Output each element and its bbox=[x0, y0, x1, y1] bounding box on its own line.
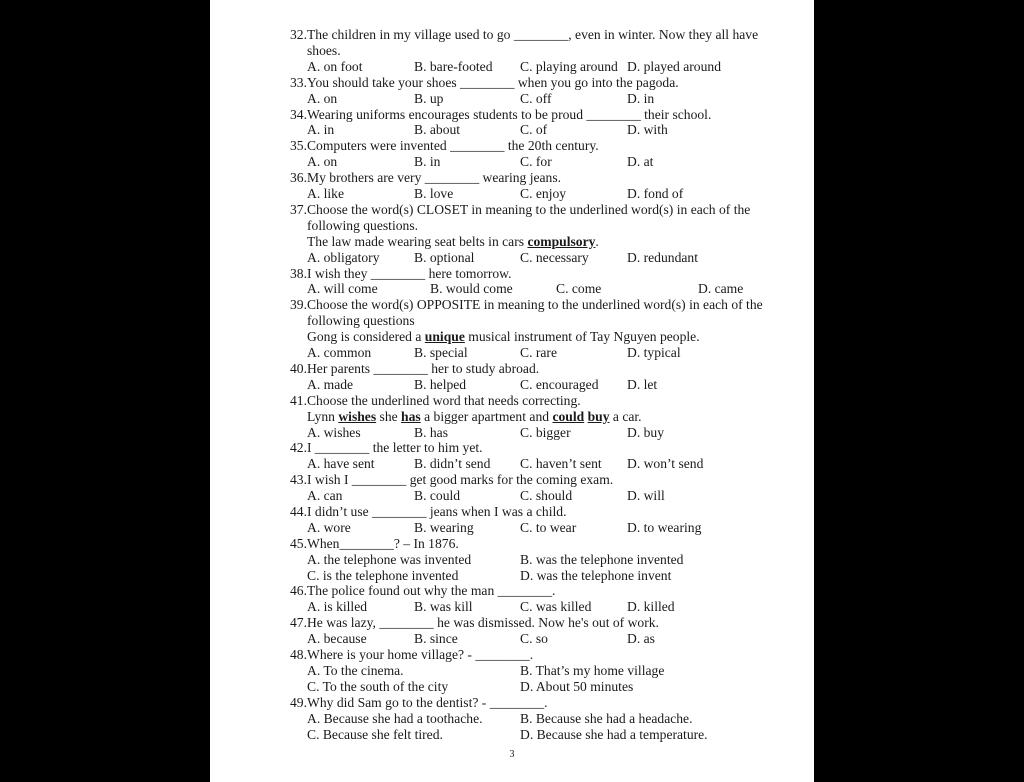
options-row bbox=[290, 91, 800, 107]
option-b: B. was the telephone invented bbox=[520, 551, 684, 567]
options-row bbox=[290, 456, 800, 472]
option-a: A. wore bbox=[307, 519, 351, 535]
option-b: B. wearing bbox=[414, 519, 474, 535]
option-c: C. so bbox=[520, 631, 548, 647]
question-text: 32.The children in my village used to go ________, even in winter. Now they all have bbox=[290, 27, 759, 42]
question-36 bbox=[290, 170, 800, 202]
question-text: 46.The police found out why the man ________. bbox=[290, 583, 556, 599]
question-text-continued: following questions bbox=[307, 313, 415, 329]
option-c: C. necessary bbox=[520, 249, 589, 265]
option-c: C. to wear bbox=[520, 519, 577, 535]
options-row bbox=[290, 122, 800, 138]
options-row bbox=[290, 250, 800, 266]
document-page bbox=[210, 0, 814, 782]
options-row bbox=[290, 711, 800, 727]
option-a: A. Because she had a toothache. bbox=[307, 710, 483, 726]
option-a: A. in bbox=[307, 122, 335, 138]
option-d: D. redundant bbox=[627, 249, 698, 265]
question-text: 42.I ________ the letter to him yet. bbox=[290, 440, 483, 456]
options-row bbox=[290, 568, 800, 584]
option-b: B. optional bbox=[414, 249, 475, 265]
question-list bbox=[290, 27, 800, 742]
sentence-part: she bbox=[376, 408, 402, 424]
underlined-word: unique bbox=[424, 329, 465, 345]
option-d: D. buy bbox=[627, 424, 665, 440]
option-a: A. common bbox=[307, 345, 372, 361]
option-a: A. on bbox=[307, 90, 338, 106]
option-c: C. should bbox=[520, 488, 573, 504]
sentence-part: The law made wearing seat belts in cars bbox=[307, 233, 528, 249]
option-c: C. Because she felt tired. bbox=[307, 726, 443, 742]
options-row bbox=[290, 59, 800, 75]
sentence-part: musical instrument of Tay Nguyen people. bbox=[464, 329, 700, 345]
option-b: B. was kill bbox=[414, 599, 473, 615]
option-a: A. To the cinema. bbox=[307, 662, 404, 678]
question-text: 36.My brothers are very ________ wearing jeans. bbox=[290, 170, 562, 186]
question-33 bbox=[290, 75, 800, 107]
question-text-continued: shoes. bbox=[307, 42, 341, 58]
option-c: C. encouraged bbox=[520, 376, 599, 392]
question-text: 47.He was lazy, ________ he was dismissed. Now he's out of work. bbox=[290, 615, 659, 631]
option-c: C. enjoy bbox=[520, 186, 567, 201]
option-a: A. because bbox=[307, 631, 367, 647]
option-c: C. of bbox=[520, 122, 548, 138]
question-34 bbox=[290, 107, 800, 139]
options-row bbox=[290, 186, 800, 202]
question-42 bbox=[290, 440, 800, 472]
option-d: D. won’t send bbox=[627, 456, 704, 472]
question-text: 43.I wish I ________ get good marks for the coming exam. bbox=[290, 472, 614, 488]
page-number: 3 bbox=[509, 749, 515, 760]
underlined-word: has bbox=[401, 408, 421, 424]
question-text: 34.Wearing uniforms encourages students to be proud ________ their school. bbox=[290, 106, 712, 122]
option-a: A. wishes bbox=[307, 424, 361, 440]
option-d: D. was the telephone invent bbox=[520, 567, 672, 583]
question-sentence bbox=[290, 409, 800, 425]
option-b: B. special bbox=[414, 345, 468, 361]
option-c: C. come bbox=[556, 281, 602, 297]
option-b: B. didn’t send bbox=[414, 456, 491, 472]
underlined-word: compulsory bbox=[527, 233, 596, 249]
option-d: D. to wearing bbox=[627, 519, 702, 535]
option-b: B. That’s my home village bbox=[520, 662, 665, 678]
options-row bbox=[290, 520, 800, 536]
option-c: C. was killed bbox=[520, 599, 592, 615]
option-d: D. came bbox=[698, 281, 744, 297]
option-b: B. in bbox=[414, 154, 441, 170]
option-b: B. would come bbox=[430, 281, 513, 297]
option-a: A. the telephone was invented bbox=[307, 551, 472, 567]
option-d: D. in bbox=[627, 90, 655, 106]
option-d: D. played around bbox=[627, 58, 721, 74]
option-a: A. have sent bbox=[307, 456, 375, 472]
option-d: D. with bbox=[627, 122, 668, 138]
question-37 bbox=[290, 202, 800, 266]
option-c: C. rare bbox=[520, 345, 557, 361]
question-49 bbox=[290, 695, 800, 743]
option-b: B. love bbox=[414, 186, 454, 201]
question-text: 40.Her parents ________ her to study abroad. bbox=[290, 360, 540, 376]
option-d: D. killed bbox=[627, 599, 675, 615]
question-text: 35.Computers were invented ________ the 20th century. bbox=[290, 138, 599, 154]
question-47 bbox=[290, 615, 800, 647]
options-row bbox=[290, 552, 800, 568]
option-d: D. at bbox=[627, 154, 654, 170]
option-a: A. on bbox=[307, 154, 338, 170]
question-text: 41.Choose the underlined word that needs correcting. bbox=[290, 392, 581, 408]
option-a: A. can bbox=[307, 488, 343, 504]
options-row bbox=[290, 377, 800, 393]
option-d: D. as bbox=[627, 631, 655, 647]
option-b: B. about bbox=[414, 122, 461, 138]
question-text: 39.Choose the word(s) OPPOSITE in meaning to the underlined word(s) in each of the bbox=[290, 297, 763, 313]
question-46 bbox=[290, 583, 800, 615]
option-d: D. will bbox=[627, 488, 665, 504]
question-43 bbox=[290, 472, 800, 504]
options-row bbox=[290, 281, 800, 297]
option-c: C. for bbox=[520, 154, 552, 170]
option-c: C. To the south of the city bbox=[307, 678, 449, 694]
option-d: D. Because she had a temperature. bbox=[520, 726, 708, 742]
question-text: 33.You should take your shoes ________ when you go into the pagoda. bbox=[290, 74, 679, 90]
option-d: D. fond of bbox=[627, 186, 684, 201]
option-d: D. let bbox=[627, 376, 658, 392]
option-a: A. will come bbox=[307, 281, 378, 297]
options-row bbox=[290, 663, 800, 679]
option-c: C. haven’t sent bbox=[520, 456, 602, 472]
option-b: B. could bbox=[414, 488, 461, 504]
underlined-word: wishes bbox=[338, 408, 377, 424]
option-a: A. is killed bbox=[307, 599, 368, 615]
question-text: 37.Choose the word(s) CLOSET in meaning to the underlined word(s) in each of the bbox=[290, 201, 751, 217]
option-d: D. About 50 minutes bbox=[520, 678, 634, 694]
question-35 bbox=[290, 138, 800, 170]
option-a: A. made bbox=[307, 376, 354, 392]
options-row bbox=[290, 425, 800, 441]
options-row bbox=[290, 599, 800, 615]
option-b: B. has bbox=[414, 424, 448, 440]
option-b: B. helped bbox=[414, 376, 467, 392]
question-text: 44.I didn’t use ________ jeans when I was a child. bbox=[290, 504, 567, 519]
question-45 bbox=[290, 536, 800, 584]
options-row bbox=[290, 154, 800, 170]
option-b: B. Because she had a headache. bbox=[520, 710, 693, 726]
question-40 bbox=[290, 361, 800, 393]
option-b: B. up bbox=[414, 90, 444, 106]
question-text: 38.I wish they ________ here tomorrow. bbox=[290, 265, 512, 281]
question-38 bbox=[290, 266, 800, 298]
underlined-word: buy bbox=[587, 408, 610, 424]
sentence-part: a bigger apartment and bbox=[420, 408, 553, 424]
question-text-continued: following questions. bbox=[307, 217, 419, 233]
options-row bbox=[290, 488, 800, 504]
option-b: B. since bbox=[414, 631, 458, 647]
option-c: C. playing around bbox=[520, 58, 618, 74]
sentence-part: Lynn bbox=[307, 408, 339, 424]
question-text: 45.When________? – In 1876. bbox=[290, 535, 459, 551]
option-c: C. off bbox=[520, 90, 552, 106]
question-44 bbox=[290, 504, 800, 536]
sentence-part: . bbox=[595, 233, 599, 249]
option-a: A. obligatory bbox=[307, 249, 380, 265]
question-sentence bbox=[290, 329, 800, 345]
question-48 bbox=[290, 647, 800, 695]
sentence-part: Gong is considered a bbox=[307, 329, 425, 345]
question-39 bbox=[290, 297, 800, 361]
question-text: 49.Why did Sam go to the dentist? - ________. bbox=[290, 694, 548, 710]
options-row bbox=[290, 679, 800, 695]
question-text: 48.Where is your home village? - ________. bbox=[290, 647, 534, 663]
question-32 bbox=[290, 27, 800, 75]
sentence-part: a car. bbox=[609, 408, 642, 424]
question-sentence bbox=[290, 234, 800, 250]
underlined-word: could bbox=[552, 408, 585, 424]
option-a: A. like bbox=[307, 186, 344, 201]
options-row bbox=[290, 727, 800, 743]
option-b: B. bare-footed bbox=[414, 58, 493, 74]
option-c: C. is the telephone invented bbox=[307, 567, 459, 583]
question-41 bbox=[290, 393, 800, 441]
option-a: A. on foot bbox=[307, 58, 363, 74]
option-d: D. typical bbox=[627, 345, 681, 361]
options-row bbox=[290, 345, 800, 361]
option-c: C. bigger bbox=[520, 424, 571, 440]
options-row bbox=[290, 631, 800, 647]
